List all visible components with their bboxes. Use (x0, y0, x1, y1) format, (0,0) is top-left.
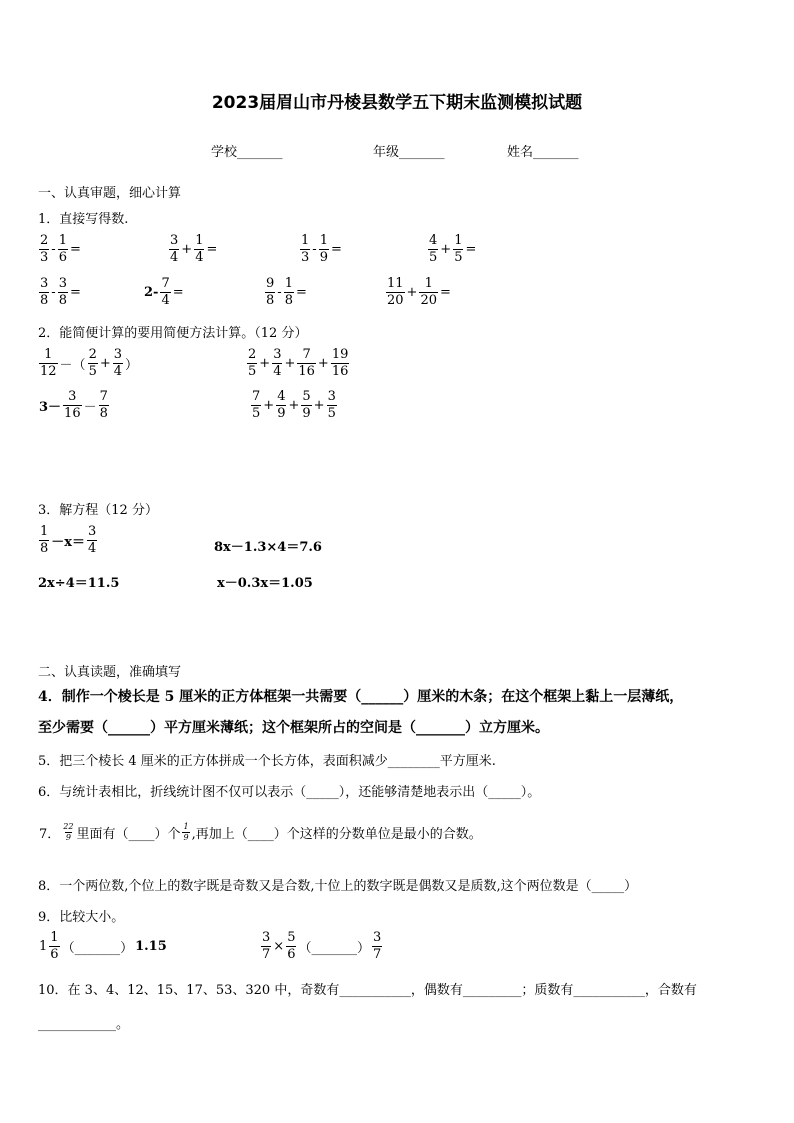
expression-text: ,再加上（____）个这样的分数单位是最小的合数。 (191, 827, 482, 843)
numerator: 5 (287, 930, 296, 945)
expression-text: = (465, 241, 477, 257)
numerator: 2 (88, 347, 97, 362)
numerator: 4 (429, 233, 438, 248)
q1-item-4 (427, 234, 477, 264)
expression-text: ） (125, 357, 139, 373)
q6: 6．与统计表相比，折线统计图不仅可以表示（_____），还能够清楚地表示出（_____）。 (38, 785, 541, 800)
q1-item-5 (38, 277, 82, 307)
q2-expr-3 (38, 390, 110, 420)
fraction (49, 931, 59, 961)
numerator: 1 (44, 347, 53, 362)
numerator: 1 (319, 233, 328, 248)
expression-text: - (51, 284, 56, 300)
fraction (39, 348, 58, 378)
q4-line-1: 4．制作一个棱长是 5 厘米的正方体框架一共需要（______）厘米的木条；在这个框架上黏上一层薄纸， (38, 689, 684, 705)
numerator: 3 (68, 389, 77, 404)
q1-item-6 (143, 277, 185, 307)
fraction (372, 931, 382, 961)
denominator: 5 (252, 405, 261, 421)
q7 (38, 823, 483, 843)
fraction (182, 823, 189, 843)
numerator: 3 (113, 347, 123, 362)
q1-title: 1．直接写得数. (38, 212, 129, 227)
numerator: 1 (284, 276, 293, 291)
denominator: 8 (284, 292, 293, 308)
denominator: 20 (387, 292, 404, 308)
fraction (113, 348, 123, 378)
name-field: 姓名_______ (507, 145, 579, 160)
expression-text: 7． (39, 827, 61, 843)
denominator: 5 (88, 363, 97, 379)
expression-text: + (313, 397, 325, 413)
fraction (261, 931, 271, 961)
fraction (39, 234, 49, 264)
q3-title: 3．解方程（12 分） (38, 503, 158, 518)
numerator: 3 (40, 276, 49, 291)
denominator: 8 (99, 405, 108, 421)
q1-item-8 (385, 277, 452, 307)
fraction (319, 234, 329, 264)
fraction (453, 234, 463, 264)
expression-text: × (273, 938, 285, 954)
fraction (169, 234, 179, 264)
denominator: 8 (58, 292, 67, 308)
numerator: 2 (40, 233, 49, 248)
denominator: 5 (454, 249, 463, 265)
expression-text: 1 (39, 938, 48, 954)
numerator: 1 (58, 233, 67, 248)
fraction (301, 390, 311, 420)
expression-text: + (406, 284, 418, 300)
numerator: 4 (277, 389, 286, 404)
fraction (297, 348, 316, 378)
fraction (62, 823, 74, 843)
denominator: 6 (50, 946, 59, 962)
numerator: 7 (252, 389, 261, 404)
fraction (99, 390, 109, 420)
numerator: 19 (331, 347, 349, 362)
q9-compare-1 (38, 931, 168, 961)
expression-text: 1.15 (135, 938, 167, 954)
fraction (160, 277, 170, 307)
denominator: 3 (40, 249, 49, 265)
q5: 5．把三个棱长 4 厘米的正方体拼成一个长方体，表面积减少________平方厘米. (38, 754, 496, 769)
q8: 8．一个两位数,个位上的数字既是奇数又是合数,十位上的数字既是偶数又是质数,这个两位数是（_____） (38, 879, 638, 894)
expression-text: + (288, 397, 300, 413)
numerator: 3 (262, 930, 271, 945)
q9-title: 9．比较大小。 (38, 910, 125, 925)
denominator: 4 (113, 363, 123, 379)
denominator: 7 (262, 946, 271, 962)
fraction (386, 277, 405, 307)
fraction (327, 390, 337, 420)
numerator: 1 (301, 233, 310, 248)
q2-expr-1 (38, 348, 139, 378)
denominator: 4 (195, 249, 204, 265)
q3-equation-4: x－0.3x＝1.05 (217, 576, 313, 591)
expression-text: 2- (144, 284, 159, 300)
denominator: 16 (64, 405, 81, 421)
numerator: 7 (302, 347, 311, 362)
q3-equation-2: 8x－1.3×4＝7.6 (214, 540, 322, 555)
denominator: 12 (40, 363, 57, 379)
denominator: 20 (420, 292, 437, 308)
fraction (272, 348, 282, 378)
numerator: 9 (266, 276, 275, 291)
expression-text: 里面有（____）个 (76, 827, 181, 843)
numerator: 1 (40, 524, 49, 539)
denominator: 5 (327, 405, 336, 421)
denominator: 4 (170, 249, 179, 265)
fraction (331, 348, 350, 378)
expression-text: － (83, 399, 97, 415)
numerator: 3 (273, 347, 282, 362)
expression-text: = (206, 241, 218, 257)
fraction (247, 348, 257, 378)
fraction (194, 234, 204, 264)
q9-compare-2 (260, 931, 383, 961)
numerator: 1 (424, 276, 433, 291)
denominator: 9 (277, 405, 286, 421)
expression-text: 3－ (39, 399, 62, 415)
expression-text: －x＝ (51, 534, 86, 550)
denominator: 5 (248, 363, 257, 379)
q4-line-2: 至少需要（______）平方厘米薄纸；这个框架所占的空间是（_______）立方厘米。 (38, 720, 549, 736)
fraction (286, 931, 296, 961)
numerator: 3 (170, 233, 179, 248)
q2-title: 2．能简便计算的要用简便方法计算。（12 分） (38, 326, 308, 341)
expression-text: （_______） (61, 940, 134, 956)
expression-text: - (277, 284, 282, 300)
expression-text: + (284, 355, 296, 371)
fraction (284, 277, 294, 307)
expression-text: + (317, 355, 329, 371)
denominator: 6 (287, 946, 296, 962)
numerator: 7 (161, 276, 170, 291)
fraction (39, 525, 49, 555)
expression-text: - (51, 241, 56, 257)
numerator: 1 (195, 233, 204, 248)
fraction (276, 390, 286, 420)
denominator: 6 (58, 249, 67, 265)
q10-line-2: ____________。 (38, 1017, 130, 1032)
q2-expr-2 (246, 348, 350, 378)
denominator: 9 (65, 833, 71, 843)
school-field: 学校_______ (211, 145, 283, 160)
denominator: 7 (372, 946, 382, 962)
expression-text: = (172, 284, 184, 300)
fraction (419, 277, 438, 307)
expression-text: - (312, 241, 317, 257)
expression-text: = (295, 284, 307, 300)
numerator: 1 (183, 822, 189, 831)
expression-text: + (181, 241, 193, 257)
expression-text: = (69, 284, 81, 300)
numerator: 1 (50, 930, 59, 945)
fraction (63, 390, 82, 420)
denominator: 9 (302, 405, 311, 421)
q1-item-2 (168, 234, 218, 264)
expression-text: + (99, 355, 111, 371)
expression-text: －（ (59, 357, 86, 373)
denominator: 4 (161, 292, 170, 308)
fraction (265, 277, 275, 307)
denominator: 3 (301, 249, 310, 265)
q10-line-1: 10．在 3、4、12、15、17、53、320 中，奇数有___________，偶数有_________；质数有___________，合数有 (38, 983, 697, 998)
numerator: 1 (454, 233, 463, 248)
q3-equation-3: 2x÷4＝11.5 (38, 576, 120, 591)
expression-text: = (330, 241, 342, 257)
denominator: 4 (88, 540, 97, 556)
denominator: 4 (273, 363, 282, 379)
q1-item-7 (264, 277, 308, 307)
q2-expr-4 (250, 390, 338, 420)
grade-field: 年级_______ (373, 145, 445, 160)
numerator: 3 (58, 276, 67, 291)
expression-text: = (440, 284, 451, 300)
denominator: 9 (319, 249, 328, 265)
denominator: 16 (298, 363, 315, 379)
expression-text: = (69, 241, 81, 257)
numerator: 5 (302, 389, 311, 404)
denominator: 8 (40, 292, 49, 308)
fraction (58, 277, 68, 307)
q1-item-1 (38, 234, 82, 264)
numerator: 3 (327, 389, 336, 404)
numerator: 11 (387, 276, 404, 291)
section-2-heading: 二、认真读题，准确填写 (38, 665, 182, 680)
q3-equation-1 (38, 525, 98, 555)
fraction (39, 277, 49, 307)
q1-item-3 (299, 234, 343, 264)
denominator: 16 (331, 363, 349, 379)
denominator: 5 (429, 249, 438, 265)
fraction (300, 234, 310, 264)
expression-text: + (440, 241, 452, 257)
denominator: 8 (266, 292, 275, 308)
fraction (251, 390, 261, 420)
fraction (58, 234, 68, 264)
numerator: 22 (63, 822, 74, 831)
expression-text: + (263, 397, 275, 413)
section-1-heading: 一、认真审题，细心计算 (38, 186, 182, 201)
numerator: 3 (372, 930, 382, 945)
numerator: 7 (99, 389, 108, 404)
fraction (428, 234, 438, 264)
fraction (87, 525, 97, 555)
denominator: 8 (40, 540, 49, 556)
expression-text: （_______） (298, 940, 370, 956)
expression-text: + (259, 355, 271, 371)
denominator: 9 (183, 833, 189, 843)
numerator: 3 (88, 524, 97, 539)
page-title: 2023届眉山市丹棱县数学五下期末监测模拟试题 (211, 93, 583, 113)
numerator: 2 (248, 347, 257, 362)
fraction (88, 348, 98, 378)
